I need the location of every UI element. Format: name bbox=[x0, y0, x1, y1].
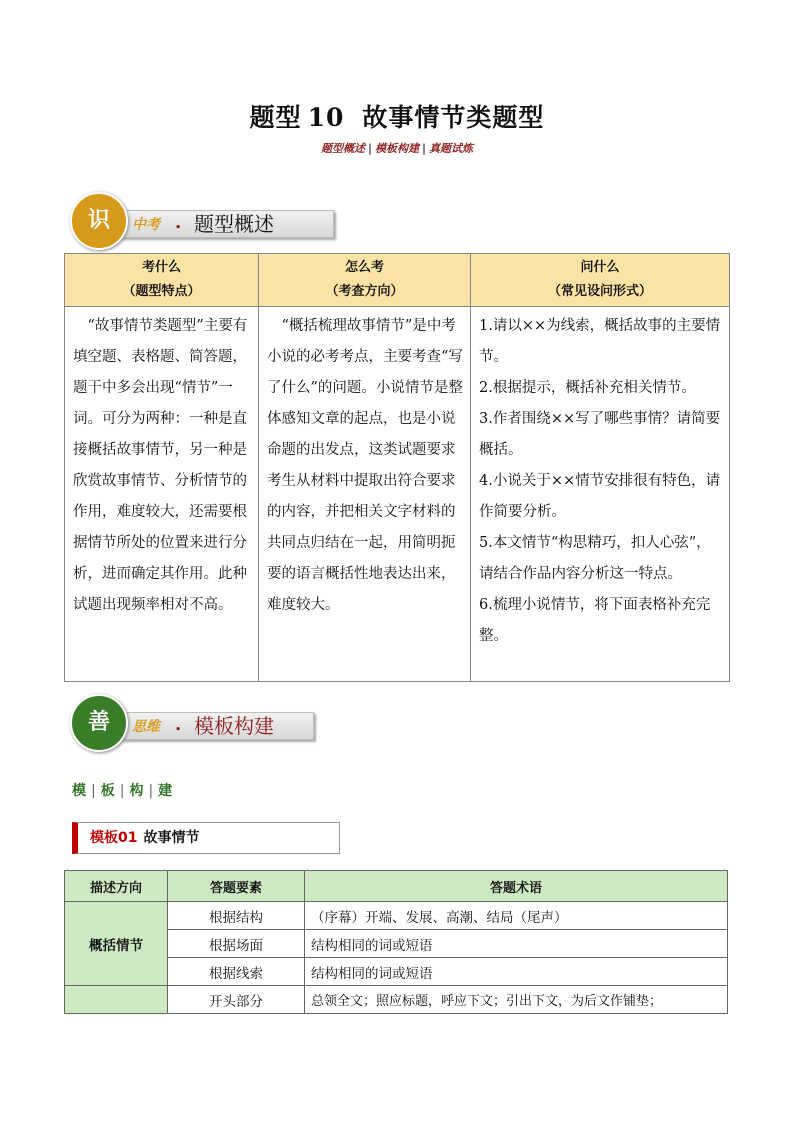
col-header: 描述方向 bbox=[65, 871, 168, 902]
col-header: 答题要素 bbox=[168, 871, 305, 902]
table-row: 根据线索 结构相同的词或短语 bbox=[65, 958, 728, 986]
page-title: 题型 10 故事情节类题型 bbox=[249, 103, 545, 132]
section-banner-template: 善 思维 . 模板构建 bbox=[70, 694, 330, 752]
template-heading: 模板01 故事情节 bbox=[72, 822, 340, 854]
section-banner-overview: 识 中考 . 题型概述 bbox=[70, 192, 330, 250]
template-table bbox=[64, 870, 728, 1014]
module-label: 模 | 板 | 构 | 建 bbox=[72, 783, 173, 799]
page-subtitle: 题型概述 | 模板构建 | 真题试炼 bbox=[320, 142, 474, 155]
col-header: 怎么考 （考查方向） bbox=[259, 254, 471, 307]
overview-table bbox=[64, 253, 730, 682]
cell-features: “故事情节类题型”主要有填空题、表格题、简答题，题干中多会出现“情节”一词。可分为两种：一种是直接概括故事情节，另一种是欣赏故事情节、分析情节的作用，难度较大，还需要根据情节所处的位置来进行分析，进而确定其作用。此种试题出现频率相对不高。 bbox=[65, 307, 259, 682]
cell-questions: 1.请以××为线索，概括故事的主要情节。 2.根据提示，概括补充相关情节。 3.作者围绕××写了哪些事情？请简要概括。 4.小说关于××情节安排很有特色，请作简要分析。 5.本文情节“构思精巧，扣人心弦”，请结合作品内容分析这一特点。 6.梳理小说情节，将下面表格补充完整。 bbox=[471, 307, 730, 682]
section-name: 题型概述 bbox=[194, 212, 274, 236]
table-row: 开头部分 总领全文；照应标题，呼应下文；引出下文，为后文作铺垫； bbox=[65, 986, 728, 1014]
table-row: 根据场面 结构相同的词或短语 bbox=[65, 930, 728, 958]
cell-direction: “概括梳理故事情节”是中考小说的必考考点，主要考查“写了什么”的问题。小说情节是整体感知文章的起点，也是小说命题的出发点，这类试题要求考生从材料中提取出符合要求的内容，并把相关文字材料的共同点归结在一起，用简明扼要的语言概括性地表达出来，难度较大。 bbox=[259, 307, 471, 682]
col-header: 答题术语 bbox=[305, 871, 728, 902]
section-name: 模板构建 bbox=[194, 714, 274, 738]
section-badge: 识 bbox=[70, 192, 128, 250]
section-badge: 善 bbox=[70, 694, 128, 752]
col-header: 考什么 （题型特点） bbox=[65, 254, 259, 307]
table-row: 概括情节 根据结构 （序幕）开端、发展、高潮、结局（尾声） bbox=[65, 902, 728, 930]
group-cell: 概括情节 bbox=[65, 902, 168, 986]
col-header: 问什么 （常见设问形式） bbox=[471, 254, 730, 307]
section-tag: 思维 bbox=[132, 719, 160, 735]
section-tag: 中考 bbox=[132, 217, 160, 233]
